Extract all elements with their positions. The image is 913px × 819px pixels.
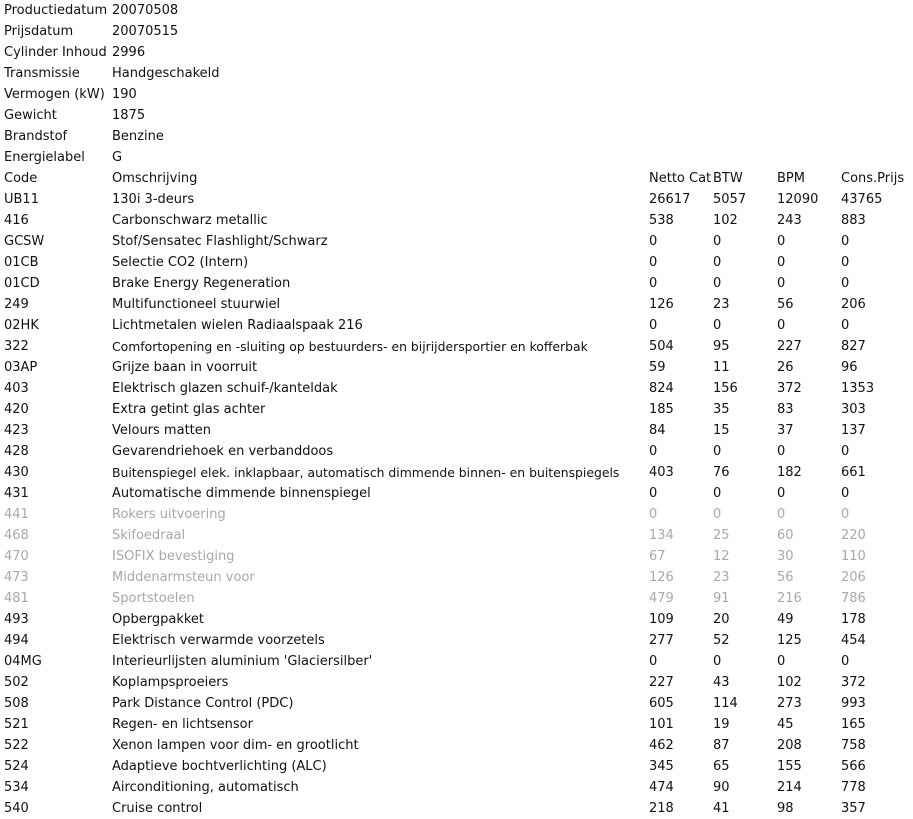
- spec-row-transmissie: [0, 63, 913, 84]
- item-cons-prijs: 1353: [841, 381, 875, 396]
- spec-value: G: [112, 150, 123, 165]
- item-code: 322: [4, 339, 29, 354]
- item-netto: 474: [649, 780, 674, 795]
- table-row: [0, 567, 913, 588]
- table-row: [0, 441, 913, 462]
- table-row: [0, 525, 913, 546]
- table-row: [0, 357, 913, 378]
- spec-row-cylinder-inhoud: [0, 42, 913, 63]
- item-netto: 227: [649, 675, 674, 690]
- item-bpm: 216: [777, 591, 802, 606]
- item-code: 481: [4, 591, 29, 606]
- item-description: Automatische dimmende binnenspiegel: [112, 486, 371, 501]
- item-cons-prijs: 0: [841, 507, 850, 522]
- item-cons-prijs: 883: [841, 213, 866, 228]
- item-netto: 504: [649, 339, 674, 354]
- item-netto: 0: [649, 255, 658, 270]
- item-description: Interieurlijsten aluminium 'Glaciersilber': [112, 654, 373, 669]
- item-bpm: 0: [777, 507, 786, 522]
- table-row: [0, 273, 913, 294]
- table-row: [0, 546, 913, 567]
- item-cons-prijs: 566: [841, 759, 866, 774]
- item-cons-prijs: 454: [841, 633, 866, 648]
- table-row: [0, 378, 913, 399]
- item-btw: 20: [713, 612, 730, 627]
- item-netto: 479: [649, 591, 674, 606]
- item-btw: 0: [713, 234, 722, 249]
- spec-row-productiedatum: [0, 0, 913, 21]
- item-netto: 0: [649, 486, 658, 501]
- item-bpm: 182: [777, 465, 802, 480]
- item-btw: 0: [713, 444, 722, 459]
- item-code: 423: [4, 423, 29, 438]
- item-cons-prijs: 758: [841, 738, 866, 753]
- table-row: [0, 609, 913, 630]
- item-code: 524: [4, 759, 29, 774]
- item-netto: 403: [649, 465, 674, 480]
- column-header-code: Code: [4, 171, 38, 186]
- item-cons-prijs: 0: [841, 486, 850, 501]
- table-row: [0, 693, 913, 714]
- item-btw: 114: [713, 696, 738, 711]
- item-description: Brake Energy Regeneration: [112, 276, 291, 291]
- item-btw: 35: [713, 402, 730, 417]
- item-code: 416: [4, 213, 29, 228]
- item-code: 249: [4, 297, 29, 312]
- table-row: [0, 504, 913, 525]
- item-description: Adaptieve bochtverlichting (ALC): [112, 759, 327, 774]
- table-row: [0, 672, 913, 693]
- table-row: [0, 483, 913, 504]
- spec-value: 1875: [112, 108, 146, 123]
- item-description: Koplampsproeiers: [112, 675, 229, 690]
- item-bpm: 0: [777, 318, 786, 333]
- item-cons-prijs: 303: [841, 402, 866, 417]
- item-netto: 0: [649, 654, 658, 669]
- item-netto: 824: [649, 381, 674, 396]
- item-bpm: 372: [777, 381, 802, 396]
- item-bpm: 273: [777, 696, 802, 711]
- spec-label: Productiedatum: [4, 3, 108, 18]
- item-btw: 87: [713, 738, 730, 753]
- item-netto: 0: [649, 444, 658, 459]
- item-netto: 462: [649, 738, 674, 753]
- table-row: [0, 189, 913, 210]
- item-btw: 65: [713, 759, 730, 774]
- item-bpm: 12090: [777, 192, 819, 207]
- spec-label: Gewicht: [4, 108, 57, 123]
- item-code: UB11: [4, 192, 39, 207]
- item-netto: 59: [649, 360, 666, 375]
- table-row: [0, 210, 913, 231]
- item-netto: 0: [649, 318, 658, 333]
- table-row: [0, 735, 913, 756]
- item-code: 441: [4, 507, 29, 522]
- table-row: [0, 336, 913, 357]
- table-row: [0, 462, 913, 483]
- item-bpm: 98: [777, 801, 794, 816]
- item-btw: 0: [713, 318, 722, 333]
- item-bpm: 30: [777, 549, 794, 564]
- table-row: [0, 798, 913, 815]
- item-btw: 5057: [713, 192, 747, 207]
- item-cons-prijs: 661: [841, 465, 866, 480]
- item-code: 473: [4, 570, 29, 585]
- table-row: [0, 399, 913, 420]
- item-netto: 134: [649, 528, 674, 543]
- item-bpm: 45: [777, 717, 794, 732]
- table-row: [0, 651, 913, 672]
- item-cons-prijs: 372: [841, 675, 866, 690]
- spec-value: 190: [112, 87, 137, 102]
- item-description: Elektrisch glazen schuif-/kanteldak: [112, 381, 338, 396]
- item-netto: 126: [649, 570, 674, 585]
- item-btw: 0: [713, 654, 722, 669]
- item-code: 540: [4, 801, 29, 816]
- item-btw: 11: [713, 360, 730, 375]
- table-row: [0, 756, 913, 777]
- item-netto: 26617: [649, 192, 691, 207]
- spec-value: Benzine: [112, 129, 164, 144]
- table-row: [0, 777, 913, 798]
- item-btw: 19: [713, 717, 730, 732]
- item-netto: 277: [649, 633, 674, 648]
- item-bpm: 243: [777, 213, 802, 228]
- item-netto: 0: [649, 234, 658, 249]
- item-btw: 0: [713, 507, 722, 522]
- spec-label: Cylinder Inhoud: [4, 45, 107, 60]
- item-code: 468: [4, 528, 29, 543]
- spec-row-energielabel: [0, 147, 913, 168]
- item-bpm: 37: [777, 423, 794, 438]
- item-bpm: 0: [777, 444, 786, 459]
- item-code: 02HK: [4, 318, 39, 333]
- item-description: Comfortopening en -sluiting op bestuurders- en bijrijdersportier en kofferbak: [112, 339, 588, 354]
- item-description: Skifoedraal: [112, 528, 186, 543]
- item-cons-prijs: 0: [841, 318, 850, 333]
- item-cons-prijs: 827: [841, 339, 866, 354]
- item-description: Carbonschwarz metallic: [112, 213, 268, 228]
- column-header-netto: Netto Cat: [649, 171, 712, 186]
- item-netto: 605: [649, 696, 674, 711]
- item-netto: 345: [649, 759, 674, 774]
- spec-value: 2996: [112, 45, 146, 60]
- item-code: 508: [4, 696, 29, 711]
- table-row: [0, 630, 913, 651]
- spec-label: Prijsdatum: [4, 24, 74, 39]
- item-code: 03AP: [4, 360, 38, 375]
- item-btw: 156: [713, 381, 738, 396]
- item-cons-prijs: 96: [841, 360, 858, 375]
- item-bpm: 0: [777, 654, 786, 669]
- item-netto: 0: [649, 507, 658, 522]
- item-description: Rokers uitvoering: [112, 507, 226, 522]
- column-header-btw: BTW: [713, 171, 743, 186]
- item-code: 521: [4, 717, 29, 732]
- item-description: Sportstoelen: [112, 591, 195, 606]
- item-bpm: 0: [777, 276, 786, 291]
- item-netto: 84: [649, 423, 666, 438]
- item-code: 420: [4, 402, 29, 417]
- item-description: Extra getint glas achter: [112, 402, 266, 417]
- item-cons-prijs: 165: [841, 717, 866, 732]
- spec-value: 20070508: [112, 3, 179, 18]
- table-row: [0, 231, 913, 252]
- item-bpm: 83: [777, 402, 794, 417]
- item-btw: 102: [713, 213, 738, 228]
- item-netto: 0: [649, 276, 658, 291]
- item-bpm: 60: [777, 528, 794, 543]
- item-btw: 91: [713, 591, 730, 606]
- item-bpm: 0: [777, 234, 786, 249]
- item-cons-prijs: 0: [841, 234, 850, 249]
- item-cons-prijs: 0: [841, 444, 850, 459]
- item-code: 502: [4, 675, 29, 690]
- item-description: Opbergpakket: [112, 612, 205, 627]
- item-code: GCSW: [4, 234, 45, 249]
- item-description: 130i 3-deurs: [112, 192, 195, 207]
- item-cons-prijs: 786: [841, 591, 866, 606]
- item-cons-prijs: 0: [841, 276, 850, 291]
- item-btw: 0: [713, 486, 722, 501]
- item-netto: 67: [649, 549, 666, 564]
- column-header-bpm: BPM: [777, 171, 805, 186]
- item-bpm: 49: [777, 612, 794, 627]
- item-code: 01CB: [4, 255, 39, 270]
- item-description: Cruise control: [112, 801, 203, 816]
- item-netto: 101: [649, 717, 674, 732]
- item-cons-prijs: 0: [841, 255, 850, 270]
- item-cons-prijs: 0: [841, 654, 850, 669]
- item-btw: 23: [713, 297, 730, 312]
- item-cons-prijs: 137: [841, 423, 866, 438]
- item-btw: 25: [713, 528, 730, 543]
- item-cons-prijs: 206: [841, 297, 866, 312]
- item-netto: 109: [649, 612, 674, 627]
- item-cons-prijs: 206: [841, 570, 866, 585]
- item-cons-prijs: 220: [841, 528, 866, 543]
- item-netto: 126: [649, 297, 674, 312]
- item-bpm: 214: [777, 780, 802, 795]
- item-cons-prijs: 178: [841, 612, 866, 627]
- item-bpm: 0: [777, 486, 786, 501]
- item-description: Regen- en lichtsensor: [112, 717, 253, 732]
- item-btw: 43: [713, 675, 730, 690]
- table-row: [0, 315, 913, 336]
- item-code: 494: [4, 633, 29, 648]
- spec-row-vermogen: [0, 84, 913, 105]
- item-cons-prijs: 43765: [841, 192, 883, 207]
- item-bpm: 227: [777, 339, 802, 354]
- item-code: 04MG: [4, 654, 42, 669]
- table-row: [0, 252, 913, 273]
- spec-row-brandstof: [0, 126, 913, 147]
- item-description: Stof/Sensatec Flashlight/Schwarz: [112, 234, 328, 249]
- spec-label: Energielabel: [4, 150, 85, 165]
- item-code: 428: [4, 444, 29, 459]
- item-description: Velours matten: [112, 423, 211, 438]
- table-row: [0, 714, 913, 735]
- item-code: 403: [4, 381, 29, 396]
- item-description: Gevarendriehoek en verbanddoos: [112, 444, 334, 459]
- item-description: Airconditioning, automatisch: [112, 780, 299, 795]
- item-bpm: 56: [777, 297, 794, 312]
- item-code: 431: [4, 486, 29, 501]
- item-btw: 90: [713, 780, 730, 795]
- item-code: 522: [4, 738, 29, 753]
- column-header-cons-prijs: Cons.Prijs: [841, 171, 905, 186]
- item-btw: 76: [713, 465, 730, 480]
- item-btw: 0: [713, 276, 722, 291]
- item-cons-prijs: 993: [841, 696, 866, 711]
- item-description: Selectie CO2 (Intern): [112, 255, 249, 270]
- item-bpm: 208: [777, 738, 802, 753]
- item-btw: 0: [713, 255, 722, 270]
- item-netto: 538: [649, 213, 674, 228]
- item-description: Multifunctioneel stuurwiel: [112, 297, 281, 312]
- item-code: 470: [4, 549, 29, 564]
- spec-row-gewicht: [0, 105, 913, 126]
- table-row: [0, 588, 913, 609]
- item-netto: 185: [649, 402, 674, 417]
- item-description: Xenon lampen voor dim- en grootlicht: [112, 738, 359, 753]
- table-header: [0, 168, 913, 189]
- item-bpm: 56: [777, 570, 794, 585]
- item-bpm: 102: [777, 675, 802, 690]
- table-row: [0, 294, 913, 315]
- item-btw: 41: [713, 801, 730, 816]
- item-description: ISOFIX bevestiging: [112, 549, 235, 564]
- item-btw: 23: [713, 570, 730, 585]
- column-header-description: Omschrijving: [112, 171, 198, 186]
- item-description: Middenarmsteun voor: [112, 570, 255, 585]
- item-description: Park Distance Control (PDC): [112, 696, 294, 711]
- spec-row-prijsdatum: [0, 21, 913, 42]
- item-code: 01CD: [4, 276, 40, 291]
- item-code: 493: [4, 612, 29, 627]
- item-btw: 12: [713, 549, 730, 564]
- spec-value: Handgeschakeld: [112, 66, 220, 81]
- item-bpm: 26: [777, 360, 794, 375]
- item-code: 430: [4, 465, 29, 480]
- item-description: Grijze baan in voorruit: [112, 360, 258, 375]
- item-cons-prijs: 778: [841, 780, 866, 795]
- item-btw: 95: [713, 339, 730, 354]
- table-row: [0, 420, 913, 441]
- item-code: 534: [4, 780, 29, 795]
- item-bpm: 125: [777, 633, 802, 648]
- item-description: Lichtmetalen wielen Radiaalspaak 216: [112, 318, 363, 333]
- item-btw: 15: [713, 423, 730, 438]
- spec-value: 20070515: [112, 24, 179, 39]
- item-description: Elektrisch verwarmde voorzetels: [112, 633, 325, 648]
- item-cons-prijs: 110: [841, 549, 866, 564]
- spec-label: Brandstof: [4, 129, 68, 144]
- spec-label: Vermogen (kW): [4, 87, 105, 102]
- item-cons-prijs: 357: [841, 801, 866, 816]
- item-description: Buitenspiegel elek. inklapbaar, automatisch dimmende binnen- en buitenspiegels: [112, 465, 620, 480]
- item-bpm: 155: [777, 759, 802, 774]
- spec-label: Transmissie: [4, 66, 80, 81]
- item-netto: 218: [649, 801, 674, 816]
- item-bpm: 0: [777, 255, 786, 270]
- item-btw: 52: [713, 633, 730, 648]
